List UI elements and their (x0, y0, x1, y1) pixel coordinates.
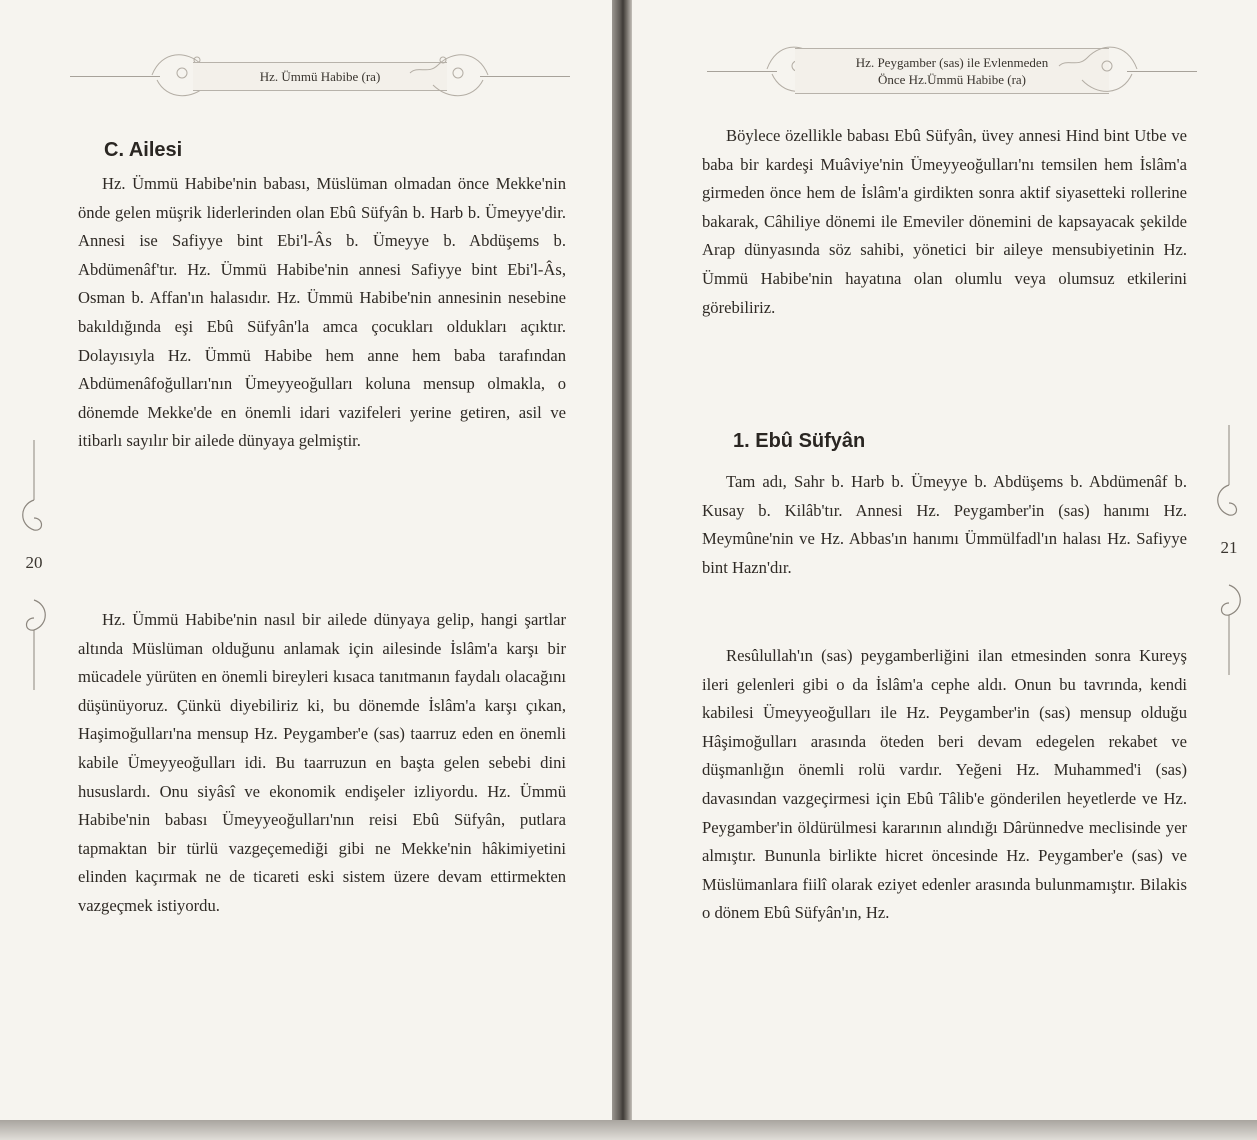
page-number: 21 (1220, 538, 1238, 557)
running-header-line: Hz. Peygamber (sas) ile Evlenmeden (855, 55, 1049, 70)
paragraph-text: Resûlullah'ın (sas) peygamberliğini ilan etmesinden sonra Kureyş ileri gelenleri gibi o da İslâm'a cephe aldı. Onun bu tavrında, kendi kabilesi Ümeyyeoğulları ile Hz. Peygamber'in (sas) mensup olduğu Hâşimoğulları arasında öteden beri devam edegelen rekabet ve düşmanlığın önemli rolü vardır. Yeğeni Hz. Muhammed'i (sas) davasından vazgeçirmesi için Ebû Tâlib'e gönderilen heyetlerde ve Hz. Peygamber'in öldürülmesi kararının alındığı Dârünnedve meclisinde yer almıştır. Bununla birlikte hicret öncesinde Hz. Peygamber'e (sas) ve Müslümanlara fiilî olarak eziyet edenler arasında bulunmamıştır. Bilakis o dönem Ebû Süfyân'ın, Hz. (702, 646, 1187, 923)
paragraph (78, 606, 566, 921)
floral-ornament-icon (408, 45, 498, 105)
right-running-header (707, 38, 1197, 104)
paragraph-text: Hz. Ümmü Habibe'nin nasıl bir ailede dünyaya gelip, hangi şartlar altında Müslüman olduğunu anlamak için ailesinde İslâm'a karşı bir mücadele yürüten en önemli bireyleri kısaca tanıtmanın faydalı olacağını düşünüyoruz. Çünkü diyebiliriz ki, bu dönemde İslâm'a karşı çıkan, Haşimoğulları'na mensup Hz. Peygamber'e (sas) taarruz eden en önemli kabile Ümeyyeoğulları idi. Bu taarruzun en başta gelen sebebi dini hususlardı. Onu siyâsî ve ekonomik endişeler izliyordu. Hz. Ümmü Habibe'nin babası Ümeyyeoğulları'nın reisi Ebû Süfyân, putlara tapmaktan bir türlü vazgeçemediği gibi ne Mekke'nin hâkimiyetini elinden kaçırmak ne de ticareti eski sistem üzere devam ettirmekten vazgeçmek istiyordu. (78, 610, 566, 915)
right-page (632, 0, 1257, 1122)
paragraph-text: Hz. Ümmü Habibe'nin babası, Müslüman olmadan önce Mekke'nin önde gelen müşrik liderlerinden olan Ebû Süfyân b. Harb b. Ümeyye'dir. Annesi ise Safiyye bint Ebi'l-Âs b. Ümeyye b. Abdüşems b. Abdümenâf'tır. Hz. Ümmü Habibe'nin annesi Safiyye bint Ebi'l-Âs, Osman b. Affan'ın halasıdır. Hz. Ümmü Habibe'nin annesinin nesebine bakıldığında eşi Ebû Süfyân'la amca çocukları oldukları açıktır. Dolayısıyla Hz. Ümmü Habibe hem anne hem baba tarafından Abdümenâfoğulları'nın Ümeyyeoğulları koluna mensup olmakla, o dönemde Mekke'de en önemli idari vazifeleri yerine getiren, asil ve itibarlı sayılır bir ailede dünyaya gelmiştir. (78, 174, 566, 451)
running-header-line: Önce Hz.Ümmü Habibe (ra) (878, 72, 1026, 87)
paragraph-text: Böylece özellikle babası Ebû Süfyân, üvey annesi Hind bint Utbe ve baba bir kardeşi Muâviye'nin Ümeyyeoğulları'nı temsilen hem İslâm'a girmeden önce hem de İslâm'a girdikten sonra aktif siyasetteki rollerine bakarak, Câhiliye dönemi ile Emeviler dönemini de kapsayacak şekilde Arap dünyasında söz sahibi, yönetici bir aileye mensubiyetinin Hz. Ümmü Habibe'nin hayatına olan olumlu veya olumsuz etkilerini görebiliriz. (702, 126, 1187, 317)
paragraph (78, 170, 566, 456)
section-heading: C. Ailesi (104, 139, 183, 161)
paragraph (702, 122, 1187, 322)
page-bottom-shadow (0, 1120, 1257, 1140)
paragraph (702, 468, 1187, 582)
section-heading: 1. Ebû Süfyân (733, 430, 866, 452)
book-gutter (612, 0, 632, 1130)
paragraph-text: Tam adı, Sahr b. Harb b. Ümeyye b. Abdüşems b. Abdümenâf b. Kusay b. Kilâb'tır. Annesi Hz. Peygamber'in (sas) hanımı Hz. Meymûne'nin ve Hz. Abbas'ın hanımı Ümmülfadl'ın halası Hz. Safiyye bint Hazn'dır. (702, 472, 1187, 577)
page-number: 20 (25, 553, 43, 572)
left-running-header (70, 55, 570, 97)
left-page (0, 0, 612, 1122)
floral-ornament-icon (1057, 34, 1147, 104)
running-header-text: Hz. Ümmü Habibe (ra) (193, 62, 447, 91)
paragraph (702, 642, 1187, 928)
